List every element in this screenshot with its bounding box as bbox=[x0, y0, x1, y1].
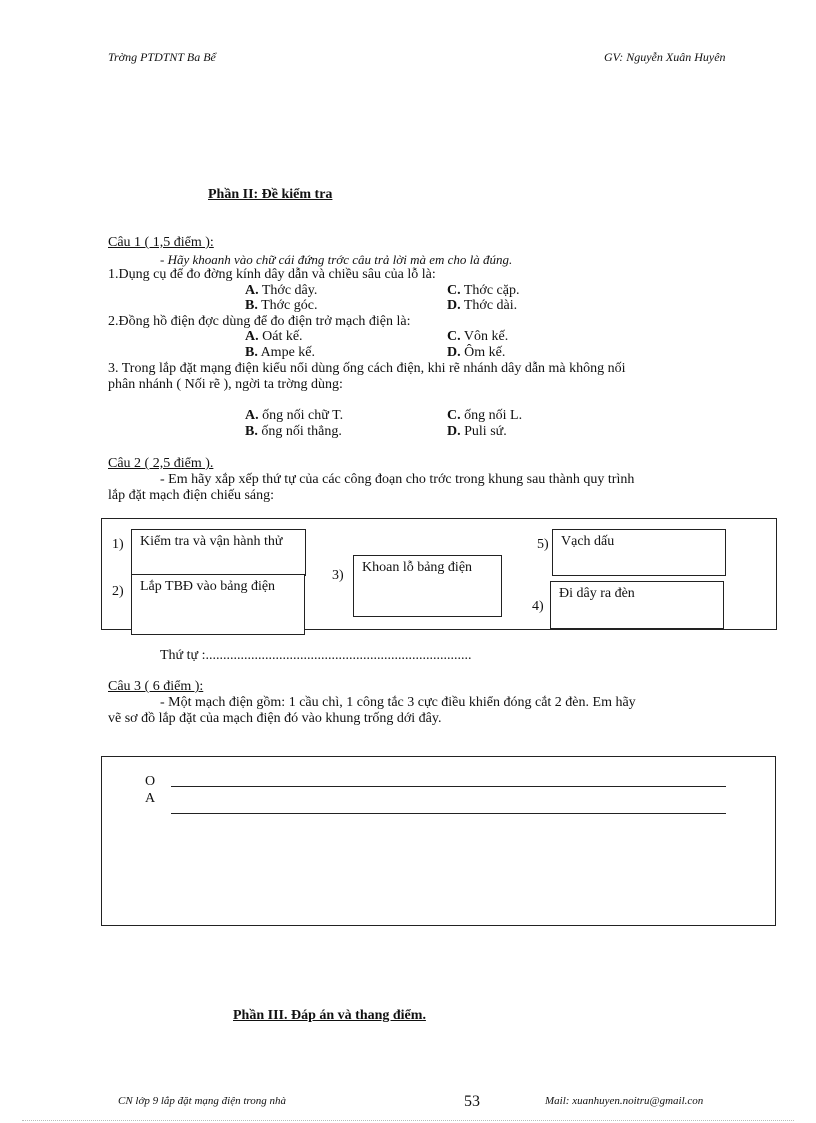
option-letter: B. bbox=[245, 424, 258, 439]
option-letter: D. bbox=[447, 424, 461, 439]
q3-text-line2: vẽ sơ đồ lắp đặt của mạch điện đó vào khung trống dới đây. bbox=[108, 711, 442, 726]
q3-heading: Câu 3 ( 6 điểm ): bbox=[108, 679, 204, 694]
option-letter: A. bbox=[245, 408, 259, 423]
section-2-title: Phần II: Đề kiểm tra bbox=[208, 187, 333, 202]
option-letter: D. bbox=[447, 345, 461, 360]
q1-item2-option-c[interactable] bbox=[447, 329, 508, 345]
option-letter: C. bbox=[447, 283, 461, 298]
q1-item3-option-c[interactable] bbox=[447, 408, 522, 424]
option-text: Vôn kế. bbox=[460, 329, 509, 344]
option-text: ống nối chữ T. bbox=[258, 408, 344, 423]
q1-item1-option-b[interactable] bbox=[245, 298, 317, 314]
step-text: Đi dây ra đèn bbox=[559, 586, 635, 601]
step-number: 4) bbox=[532, 599, 544, 614]
order-label: Thứ tự :....................................................................... bbox=[160, 648, 455, 663]
step-card[interactable] bbox=[131, 574, 305, 635]
step-number: 5) bbox=[537, 537, 549, 552]
option-letter: B. bbox=[245, 298, 258, 313]
q1-item3-stem-line1: 3. Trong lắp đặt mạng điện kiểu nổi dùng ống cách điện, khi rẽ nhánh dây dẫn mà không nối bbox=[108, 361, 626, 376]
q1-item3-option-d[interactable] bbox=[447, 424, 507, 440]
step-card[interactable] bbox=[131, 529, 306, 576]
q3-drawing-frame[interactable] bbox=[101, 756, 776, 926]
q1-item2-stem: 2.Đồng hồ điện đợc dùng để đo điện trở mạch điện là: bbox=[108, 314, 411, 329]
q1-item1-stem: 1.Dụng cụ để đo đờng kính dây dẫn và chiều sâu của lỗ là: bbox=[108, 267, 436, 282]
option-letter: C. bbox=[447, 329, 461, 344]
option-text: Thớc dây. bbox=[258, 283, 318, 298]
option-letter: D. bbox=[447, 298, 461, 313]
step-number: 2) bbox=[112, 584, 124, 599]
option-text: Thớc cặp. bbox=[460, 283, 520, 298]
q1-item2-option-d[interactable] bbox=[447, 345, 505, 361]
q2-heading: Câu 2 ( 2,5 điểm ). bbox=[108, 456, 214, 471]
q1-item3-option-b[interactable] bbox=[245, 424, 342, 440]
option-text: Ôm kế. bbox=[460, 345, 506, 360]
step-card[interactable] bbox=[552, 529, 726, 576]
option-text: Thớc góc. bbox=[257, 298, 318, 313]
step-card[interactable] bbox=[353, 555, 502, 617]
option-letter: A. bbox=[245, 329, 259, 344]
q1-heading: Câu 1 ( 1,5 điểm ): bbox=[108, 235, 214, 250]
option-text: ống nối thẳng. bbox=[257, 424, 342, 439]
option-text: ống nối L. bbox=[460, 408, 523, 423]
footer-divider bbox=[22, 1120, 794, 1121]
q2-instruction-line2: lắp đặt mạch điện chiếu sáng: bbox=[108, 488, 274, 503]
q1-item1-option-a[interactable] bbox=[245, 283, 317, 299]
q1-item1-option-c[interactable] bbox=[447, 283, 519, 299]
q1-item2-option-a[interactable] bbox=[245, 329, 303, 345]
step-text: Vạch dấu bbox=[561, 534, 615, 549]
q1-item3-option-a[interactable] bbox=[245, 408, 343, 424]
q2-instruction-line1: - Em hãy xắp xếp thứ tự của các công đoạn cho trớc trong khung sau thành quy trình bbox=[160, 472, 635, 487]
wire-label-o: O bbox=[145, 774, 156, 789]
section-3-title: Phần III. Đáp án và thang điểm. bbox=[233, 1008, 426, 1023]
q1-instruction: - Hãy khoanh vào chữ cái đứng trớc câu trả lời mà em cho là đúng. bbox=[160, 252, 513, 267]
step-text: Lắp TBĐ vào bảng điện bbox=[140, 579, 276, 594]
step-text: Kiểm tra và vận hành thử bbox=[140, 534, 283, 549]
phase-wire-line bbox=[171, 813, 726, 814]
option-text: Thớc dài. bbox=[460, 298, 518, 313]
wire-label-a: A bbox=[145, 791, 156, 806]
header-school: Trờng PTDTNT Ba Bể bbox=[108, 50, 216, 64]
q3-text-line1: - Một mạch điện gồm: 1 cầu chì, 1 công tắc 3 cực điều khiển đóng cắt 2 đèn. Em hãy bbox=[160, 695, 636, 710]
q1-item1-option-d[interactable] bbox=[447, 298, 517, 314]
option-letter: B. bbox=[245, 345, 258, 360]
q1-item2-option-b[interactable] bbox=[245, 345, 315, 361]
step-number: 1) bbox=[112, 537, 124, 552]
option-letter: C. bbox=[447, 408, 461, 423]
step-text: Khoan lỗ bảng điện bbox=[362, 560, 473, 575]
footer-mail: Mail: xuanhuyen.noitru@gmail.con bbox=[545, 1095, 704, 1107]
page-number: 53 bbox=[464, 1093, 480, 1110]
step-number: 3) bbox=[332, 568, 344, 583]
option-text: Ampe kế. bbox=[257, 345, 315, 360]
q1-item3-stem-line2: phân nhánh ( Nối rẽ ), ngời ta trờng dùng: bbox=[108, 377, 343, 392]
option-letter: A. bbox=[245, 283, 259, 298]
step-card[interactable] bbox=[550, 581, 724, 629]
neutral-wire-line bbox=[171, 786, 726, 787]
option-text: Oát kế. bbox=[258, 329, 303, 344]
order-tail: ..... bbox=[454, 648, 472, 663]
q2-order-answer-line[interactable] bbox=[160, 648, 472, 664]
option-text: Puli sứ. bbox=[460, 424, 507, 439]
header-teacher: GV: Nguyễn Xuân Huyên bbox=[604, 50, 726, 64]
footer-subject: CN lớp 9 lắp đặt mạng điện trong nhà bbox=[118, 1095, 287, 1107]
